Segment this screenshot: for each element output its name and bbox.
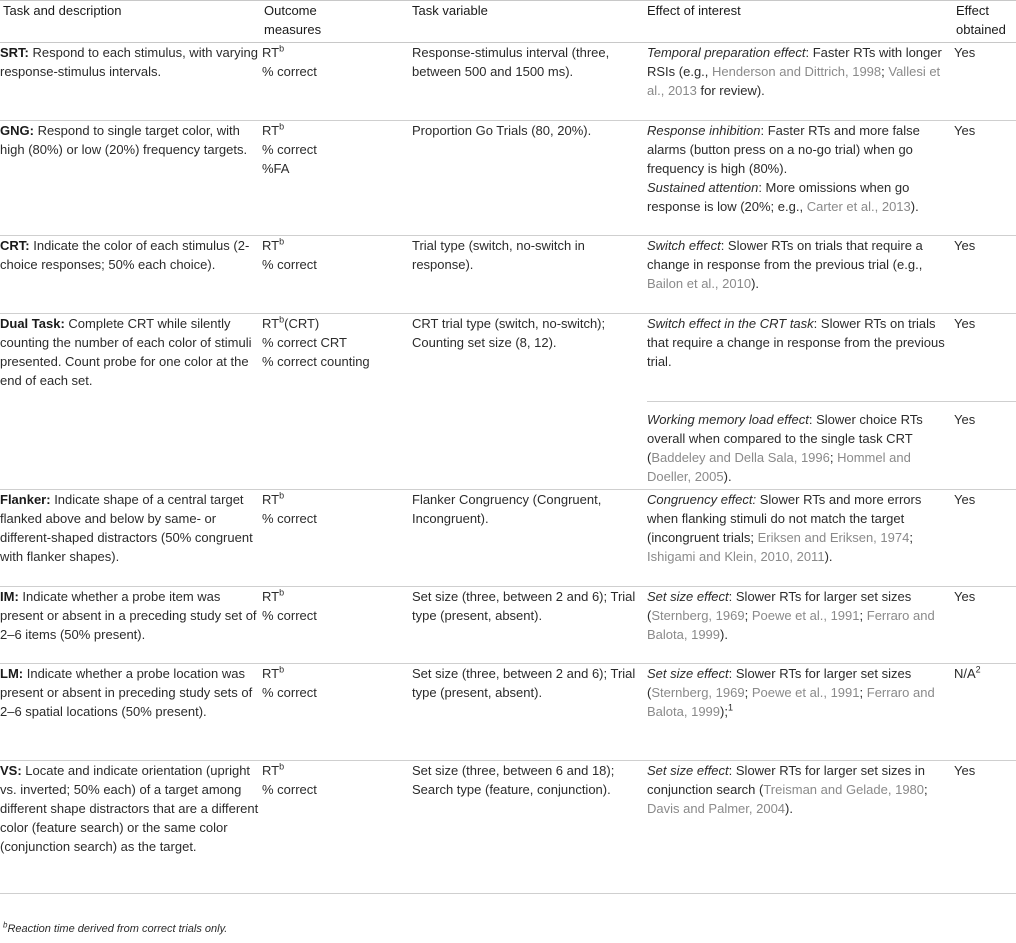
task-description: Indicate whether a probe item was present or absent in a preceding study set of 2–6 items (50% present). <box>0 589 257 642</box>
measure-text: RT <box>262 666 280 681</box>
task-description: Indicate the color of each stimulus (2-choice responses; 50% each choice). <box>0 238 250 272</box>
table-row-srt <box>0 43 1016 121</box>
task-description: Complete CRT while silently counting the number of each color of stimuli presented. Count probe for one color at the end of each set. <box>0 316 252 388</box>
measure-line: %FA <box>262 161 290 176</box>
cell-effect <box>647 664 954 761</box>
variable-text: Set size (three, between 2 and 6); Trial type (present, absent). <box>412 589 636 623</box>
footnote-text: Reaction time derived from correct trials only. <box>7 923 228 935</box>
effect-text: ). <box>751 276 760 291</box>
effect-text: : Faster RTs and more false alarms (button press on a no-go trial) when go frequency is high (80%). <box>647 123 920 176</box>
footnote-marker: 1 <box>727 702 733 713</box>
cell-task <box>0 761 262 894</box>
measure-line: % correct CRT <box>262 335 347 350</box>
cell-effect <box>647 761 954 894</box>
task-description: Respond to single target color, with high (80%) or low (20%) frequency targets. <box>0 123 248 157</box>
measure-line: % correct <box>262 64 317 79</box>
measure-line <box>262 490 412 509</box>
measure-text: RT <box>262 589 280 604</box>
measure-line <box>262 121 412 140</box>
measure-line: % correct <box>262 511 317 526</box>
cell-obtained <box>954 121 1016 236</box>
measure-text: RT <box>262 316 280 331</box>
effect-text: Slower RTs and more errors when flanking stimuli do not match the target (incongruent trials; <box>647 492 922 545</box>
measure-line <box>262 587 412 606</box>
effect-name: Switch effect <box>647 238 721 253</box>
table-row-crt <box>0 236 1016 314</box>
variable-text: Trial type (switch, no-switch in response). <box>412 238 585 272</box>
effect-text: : Faster RTs with longer RSIs (e.g., <box>647 45 942 79</box>
citation-link[interactable]: Ferraro and Balota, 1999 <box>647 608 935 642</box>
task-description: Indicate shape of a central target flanked above and below by same- or different-shaped distractors (50% congruent with flanker shapes). <box>0 492 253 564</box>
measure-line: % correct <box>262 257 317 272</box>
effect-name: Working memory load effect <box>647 412 809 427</box>
effect-text: ). <box>910 199 919 214</box>
obtained-value: Yes <box>954 412 976 427</box>
measure-line <box>262 314 412 333</box>
separator: ; <box>744 608 752 623</box>
cell-measures <box>262 236 412 314</box>
measure-text: (CRT) <box>284 316 320 331</box>
header-variable-text: Task variable <box>412 3 488 18</box>
cell-effect <box>647 490 954 587</box>
table-footnote <box>3 922 227 936</box>
citation-link[interactable]: Poewe et al., 1991 <box>751 685 860 700</box>
cell-measures <box>262 490 412 587</box>
citation-link[interactable]: Ferraro and Balota, 1999 <box>647 685 935 719</box>
cell-measures <box>262 587 412 664</box>
variable-text: CRT trial type (switch, no-switch); Counting set size (8, 12). <box>412 316 606 350</box>
cell-obtained <box>954 402 1016 490</box>
table-row-gng <box>0 121 1016 236</box>
table-row-im <box>0 587 1016 664</box>
effect-name: Congruency effect: <box>647 492 757 507</box>
cell-measures <box>262 121 412 236</box>
measure-text: RT <box>262 45 280 60</box>
task-name: LM: <box>0 666 24 681</box>
cell-task <box>0 43 262 121</box>
variable-text: Set size (three, between 6 and 18); Search type (feature, conjunction). <box>412 763 615 797</box>
task-name: VS: <box>0 763 22 778</box>
header-variable <box>412 1 647 43</box>
effect-text: : Slower RTs for larger set sizes in conjunction search ( <box>647 763 925 797</box>
cell-measures <box>262 761 412 894</box>
citation-link[interactable]: Treisman and Gelade, 1980 <box>763 782 925 797</box>
citation-link[interactable]: Davis and Palmer, 2004 <box>647 801 786 816</box>
obtained-value: Yes <box>954 492 976 507</box>
task-description: Locate and indicate orientation (upright vs. inverted; 50% each) of a target among different shape distractors that are a different color (feature search) or the same color (conjunction search) as the target. <box>0 763 259 854</box>
measure-superscript: b <box>279 587 285 598</box>
measure-line <box>262 761 412 780</box>
cell-variable <box>412 490 647 587</box>
measure-line <box>262 43 412 62</box>
header-obtained-line2: obtained <box>956 22 1006 37</box>
effect-text: ). <box>785 801 793 816</box>
citation-link[interactable]: Poewe et al., 1991 <box>751 608 860 623</box>
header-effect-text: Effect of interest <box>647 3 741 18</box>
obtained-value: Yes <box>954 45 976 60</box>
effect-name: Set size effect <box>647 666 729 681</box>
measure-superscript: b <box>279 43 285 54</box>
cell-effect <box>647 402 954 490</box>
citation-link[interactable]: Carter et al., 2013 <box>806 199 911 214</box>
effect-name: Response inhibition <box>647 123 761 138</box>
task-name: GNG: <box>0 123 34 138</box>
cell-effect <box>647 587 954 664</box>
header-task-text: Task and description <box>3 3 122 18</box>
footnote-marker: b <box>3 920 8 930</box>
cell-effect <box>647 314 954 402</box>
header-outcome-line2: measures <box>264 22 322 37</box>
citation-link[interactable]: Vallesi et al., 2013 <box>647 64 941 98</box>
cell-obtained <box>954 314 1016 402</box>
citation-link[interactable]: Sternberg, 1969 <box>651 608 745 623</box>
measure-text: RT <box>262 492 280 507</box>
header-obtained <box>954 1 1016 43</box>
task-name: Flanker: <box>0 492 51 507</box>
cell-variable <box>412 236 647 314</box>
cell-measures <box>262 314 412 490</box>
task-name: SRT: <box>0 45 29 60</box>
header-obtained-line1: Effect <box>956 3 990 18</box>
cell-obtained <box>954 236 1016 314</box>
measure-line: % correct <box>262 782 317 797</box>
effect-name: Sustained attention <box>647 180 759 195</box>
effect-text: for review). <box>696 83 765 98</box>
obtained-value: Yes <box>954 316 976 331</box>
cell-task <box>0 587 262 664</box>
measure-line <box>262 236 412 255</box>
effect-text: : More omissions when go response is low (20%; e.g., <box>647 180 910 214</box>
measure-text: RT <box>262 123 280 138</box>
effect-name: Temporal preparation effect <box>647 45 806 60</box>
footnote-marker: 2 <box>975 664 981 675</box>
effect-text: : Slower RTs for larger set sizes ( <box>647 589 912 623</box>
measure-line: % correct <box>262 685 317 700</box>
effect-text: ). <box>720 627 728 642</box>
variable-text: Flanker Congruency (Congruent, Incongruent). <box>412 492 602 526</box>
header-row <box>0 1 1016 43</box>
cell-task <box>0 664 262 761</box>
separator: ; <box>744 685 752 700</box>
measure-superscript: b <box>279 236 285 247</box>
measure-superscript: b <box>279 490 285 501</box>
citation-link[interactable]: Hommel and Doeller, 2005 <box>647 450 911 484</box>
effect-text: : Slower choice RTs overall when compared to the single task CRT ( <box>647 412 923 465</box>
effect-text: ). <box>723 469 732 484</box>
measure-line: % correct counting <box>262 354 370 369</box>
effect-name: Switch effect in the CRT task <box>647 316 814 331</box>
cell-obtained <box>954 761 1016 894</box>
obtained-value: Yes <box>954 238 976 253</box>
citation-link[interactable]: Eriksen and Eriksen, 1974 <box>757 530 910 545</box>
separator: ; <box>859 685 867 700</box>
header-task <box>0 1 262 43</box>
cell-task <box>0 490 262 587</box>
cell-task <box>0 236 262 314</box>
obtained-value: N/A <box>954 666 976 681</box>
separator: ; <box>881 64 889 79</box>
cell-variable <box>412 314 647 490</box>
effect-text: ). <box>824 549 833 564</box>
measure-superscript: b <box>279 664 285 675</box>
cell-effect <box>647 43 954 121</box>
measure-text: RT <box>262 238 280 253</box>
header-outcome-line1: Outcome <box>264 3 317 18</box>
cell-measures <box>262 43 412 121</box>
task-name: Dual Task: <box>0 316 65 331</box>
task-name: CRT: <box>0 238 30 253</box>
separator: ; <box>829 450 838 465</box>
task-description: Respond to each stimulus, with varying response-stimulus intervals. <box>0 45 258 79</box>
task-description: Indicate whether a probe location was present or absent in preceding study sets of 2–6 spatial locations (50% present). <box>0 666 253 719</box>
measure-superscript: b <box>279 761 285 772</box>
header-outcome <box>262 1 412 43</box>
citation-link[interactable]: Ishigami and Klein, 2010, 2011 <box>647 549 825 564</box>
obtained-value: Yes <box>954 763 976 778</box>
table-row-lm <box>0 664 1016 761</box>
effect-name: Set size effect <box>647 589 729 604</box>
cell-variable <box>412 121 647 236</box>
citation-link[interactable]: Henderson and Dittrich, 1998 <box>712 64 882 79</box>
cell-obtained <box>954 490 1016 587</box>
measure-superscript: b <box>279 121 285 132</box>
variable-text: Proportion Go Trials (80, 20%). <box>412 123 592 138</box>
cell-variable <box>412 43 647 121</box>
effect-block <box>647 178 954 216</box>
obtained-value: Yes <box>954 589 976 604</box>
variable-text: Set size (three, between 2 and 6); Trial type (present, absent). <box>412 666 636 700</box>
cell-task <box>0 314 262 490</box>
cell-measures <box>262 664 412 761</box>
cell-task <box>0 121 262 236</box>
cell-variable <box>412 664 647 761</box>
effect-text: : Slower RTs for larger set sizes ( <box>647 666 912 700</box>
measure-line <box>262 664 412 683</box>
citation-link[interactable]: Bailon et al., 2010 <box>647 276 752 291</box>
effect-text: : Slower RTs on trials that require a change in response from the previous trial (e.g., <box>647 238 923 272</box>
task-name: IM: <box>0 589 19 604</box>
cell-effect <box>647 236 954 314</box>
separator: ; <box>909 530 913 545</box>
measure-line: % correct <box>262 142 317 157</box>
measure-line: % correct <box>262 608 317 623</box>
citation-link[interactable]: Baddeley and Della Sala, 1996 <box>651 450 830 465</box>
header-effect <box>647 1 954 43</box>
measure-superscript: b <box>279 314 285 325</box>
cell-obtained <box>954 664 1016 761</box>
obtained-value: Yes <box>954 123 976 138</box>
citation-link[interactable]: Sternberg, 1969 <box>651 685 745 700</box>
cell-obtained <box>954 43 1016 121</box>
separator: ; <box>924 782 928 797</box>
cell-variable <box>412 761 647 894</box>
effect-text: : Slower RTs on trials that require a change in response from the previous trial. <box>647 316 945 369</box>
variable-text: Response-stimulus interval (three, between 500 and 1500 ms). <box>412 45 610 79</box>
cell-variable <box>412 587 647 664</box>
table-row-flanker <box>0 490 1016 587</box>
effect-text: ); <box>720 704 728 719</box>
cell-effect <box>647 121 954 236</box>
separator: ; <box>859 608 867 623</box>
cell-obtained <box>954 587 1016 664</box>
table-row-vs <box>0 761 1016 894</box>
table-row-dual-task <box>0 314 1016 402</box>
measure-text: RT <box>262 763 280 778</box>
effect-name: Set size effect <box>647 763 729 778</box>
effect-block <box>647 121 954 178</box>
